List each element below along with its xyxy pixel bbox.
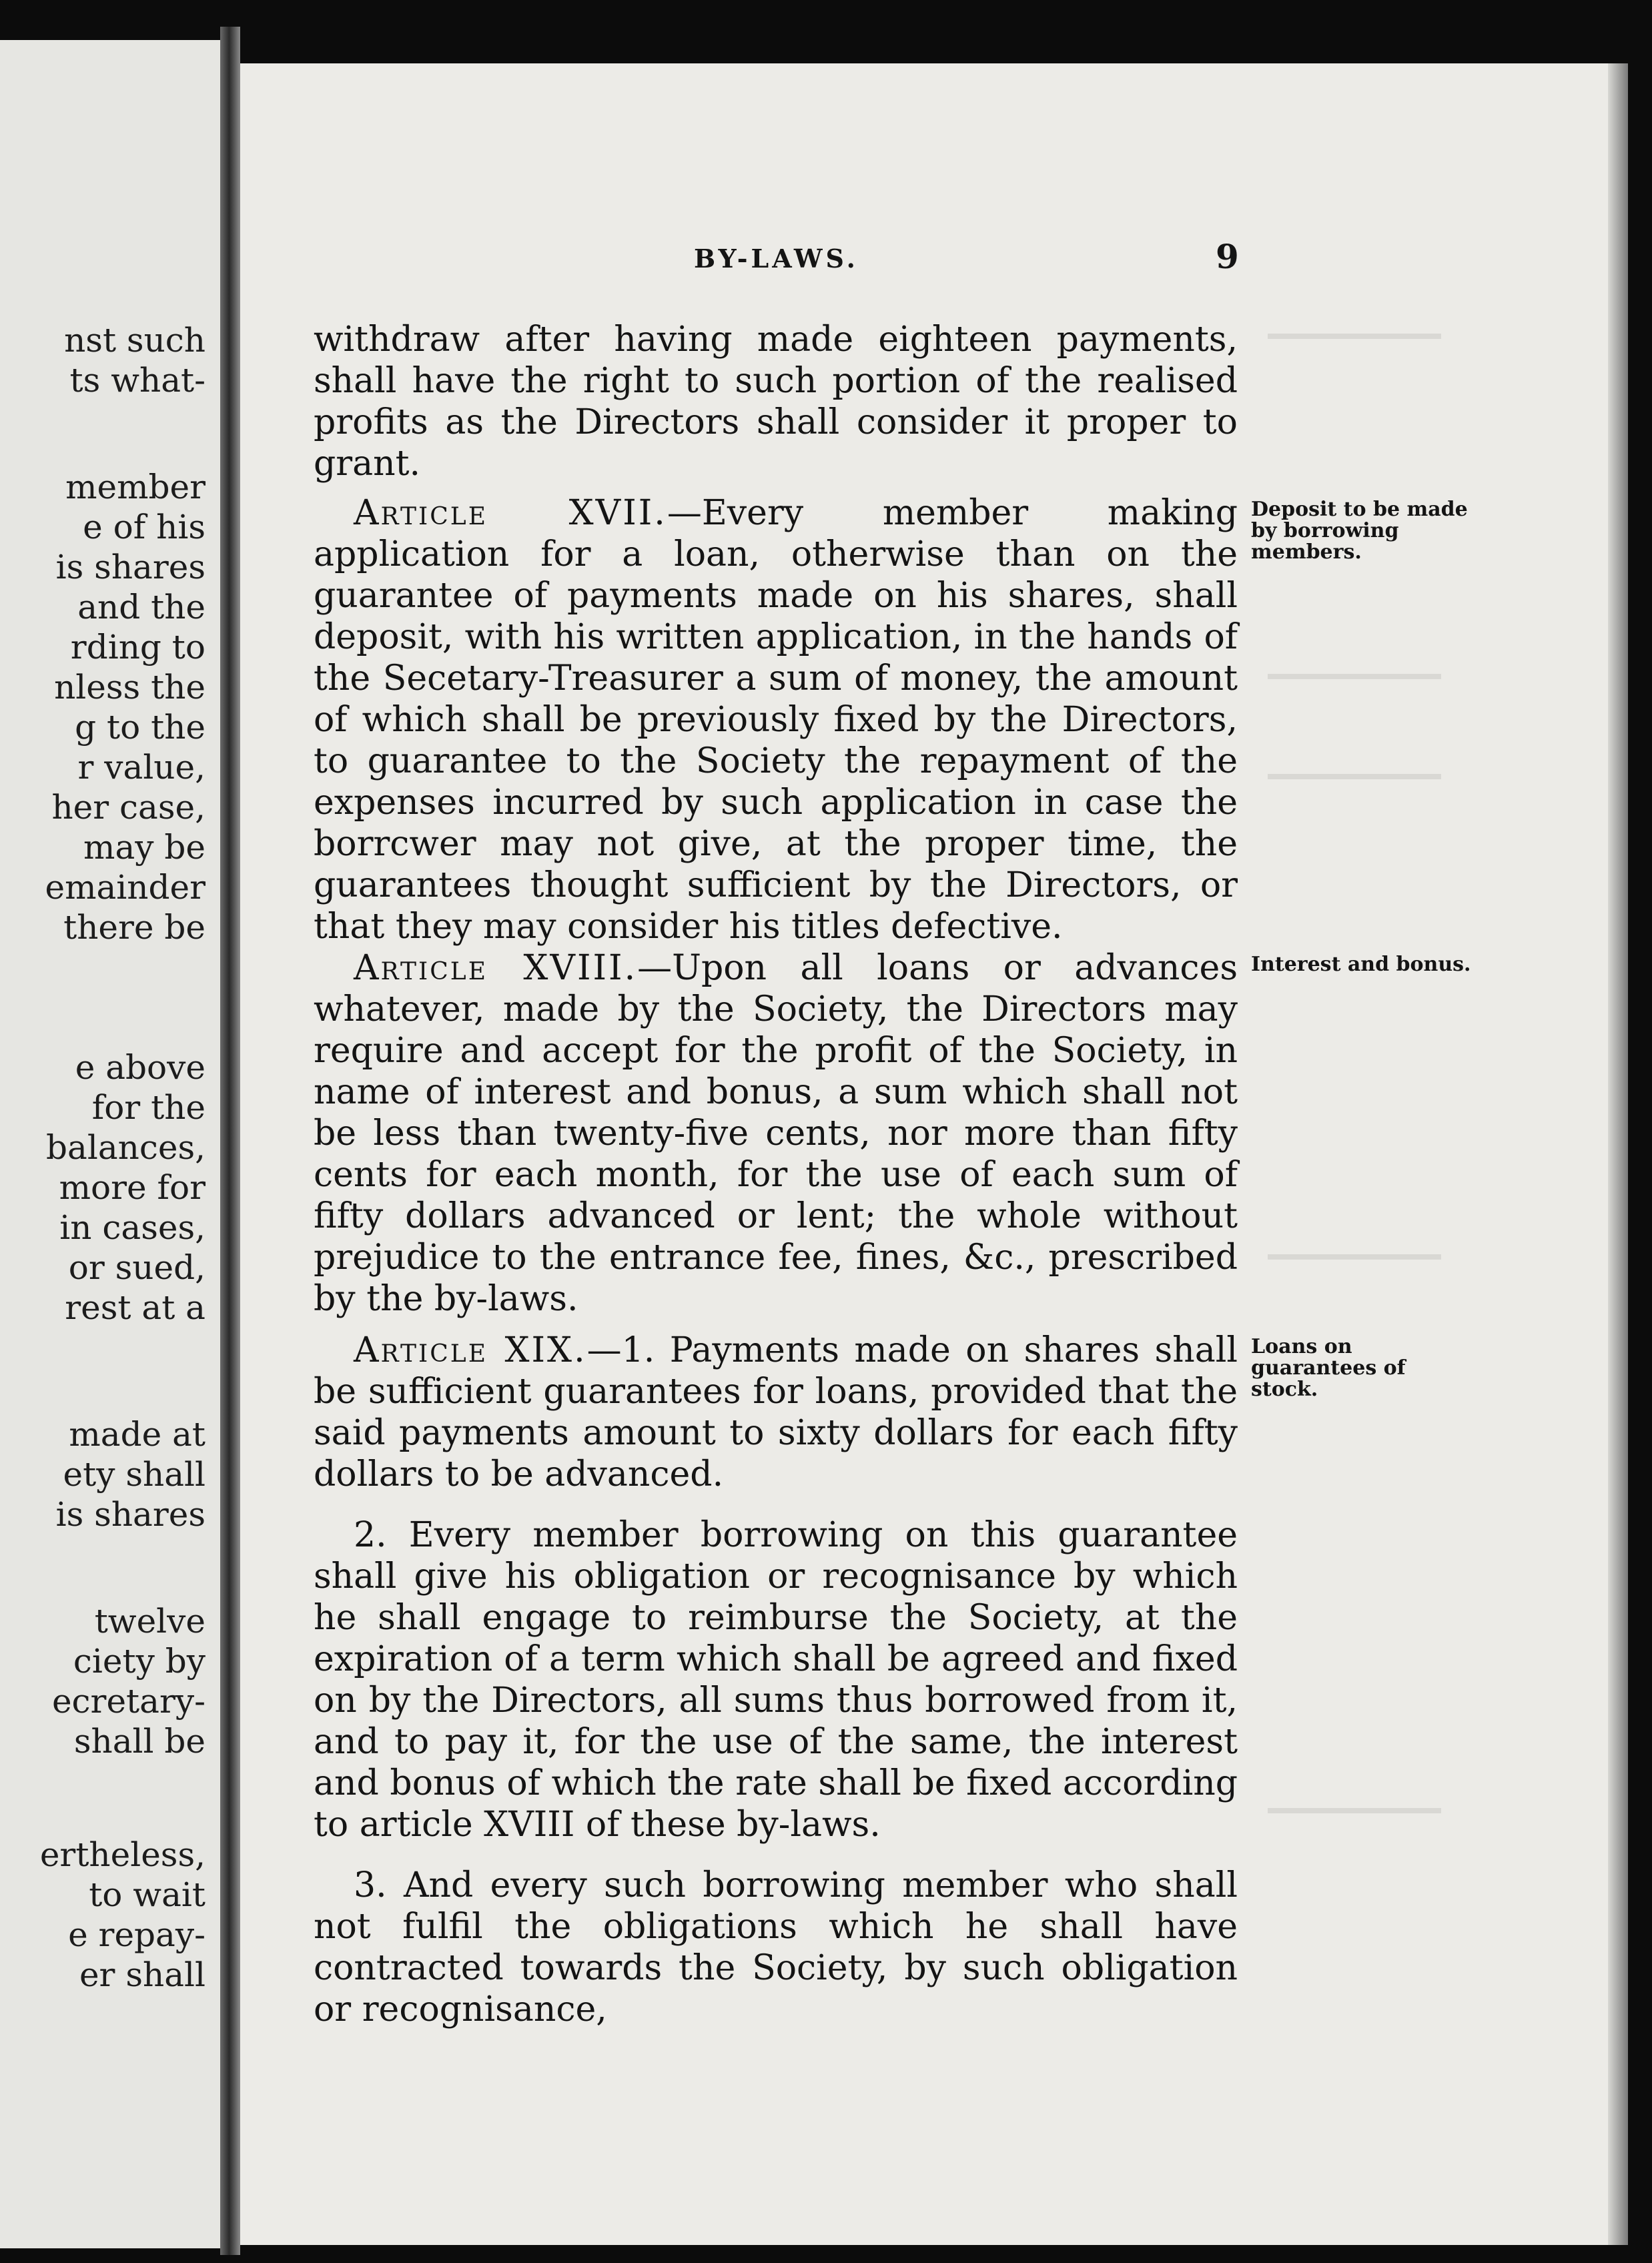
- left-page-line: for the: [91, 1088, 205, 1127]
- margin-note-interest: Interest and bonus.: [1251, 953, 1471, 976]
- left-page-line: er shall: [79, 1955, 205, 1994]
- left-page-line: made at: [69, 1415, 205, 1454]
- paragraph-2: 2. Every member borrowing on this guarantee shall give his obligation or recognisance by which he shall engage to reimburse the Society, at the expiration of a term which shall be agreed and fixed on by the Directors, all sums thus borrowed from it, and to pay it, for the use of the same, the interest and bonus of which the rate shall be fixed according to article XVIII of these by-laws.: [314, 1515, 1238, 1845]
- left-page-line: balances,: [46, 1128, 205, 1167]
- left-page-line: rding to: [70, 628, 205, 666]
- book-gutter: [220, 27, 240, 2255]
- left-page-line: r value,: [77, 748, 205, 787]
- article-18-text: —Upon all loans or advances whatever, made by the Society, the Directors may require and accept for the profit of the Society, in name of interest and bonus, a sum which shall not be less than twenty-five cents, nor more than fifty cents for each month, for the use of each sum of fifty dollars advanced or lent; the whole without prejudice to the entrance fee, fines, &c., prescribed by the by-laws.: [314, 948, 1238, 1319]
- left-page-line: e repay-: [68, 1915, 205, 1954]
- left-page-line: or sued,: [68, 1248, 205, 1287]
- left-page-line: shall be: [73, 1722, 205, 1761]
- left-page-line: is shares: [55, 548, 205, 586]
- left-page-line: there be: [63, 908, 205, 947]
- left-page-line: in cases,: [59, 1208, 205, 1247]
- left-page-line: e above: [75, 1048, 205, 1087]
- bleed-through-mark: [1268, 334, 1441, 339]
- left-page-line: emainder: [45, 868, 205, 907]
- article-19-text: —1. Payments made on shares shall be sufficient guarantees for loans, provided that the said payments amount to sixty dollars for each fifty dollars to be advanced.: [314, 1330, 1238, 1494]
- article-18-paragraph: [314, 947, 1238, 1320]
- left-page-line: and the: [77, 588, 205, 626]
- left-page-line: ertheless,: [39, 1835, 205, 1874]
- left-page-line: is shares: [55, 1495, 205, 1534]
- article-17-text: —Every member making application for a loan, otherwise than on the guarantee of payments made on his shares, shall deposit, with his written application, in the hands of the Secetary-Treasurer a sum of money, the amount of which shall be previously fixed by the Directors, to guarantee to the Society the repayment of the expenses incurred by such application in case the borrcwer may not give, at the proper time, the guarantees thought sufficient by the Directors, or that they may consider his titles defective.: [314, 493, 1238, 947]
- running-title: BY-LAWS.: [694, 244, 859, 274]
- left-page-line: member: [65, 468, 205, 506]
- left-page-line: may be: [83, 828, 205, 867]
- paragraph-3: 3. And every such borrowing member who shall not fulfil the obligations which he shall have contracted towards the Society, by such obligation or recognisance,: [314, 1865, 1238, 2029]
- page-edge: [1608, 63, 1628, 2245]
- article-19-heading: Article XIX.: [354, 1330, 587, 1370]
- intro-paragraph: withdraw after having made eighteen payments, shall have the right to such portion of the realised profits as the Directors shall consider it proper to grant.: [314, 320, 1238, 484]
- left-page-line: more for: [59, 1168, 205, 1207]
- left-page-line: her case,: [51, 788, 205, 827]
- bleed-through-mark: [1268, 674, 1441, 679]
- margin-note-deposit: Deposit to be made by borrowing members.: [1251, 498, 1468, 564]
- bleed-through-mark: [1268, 1808, 1441, 1813]
- left-page-line: ecretary-: [51, 1682, 205, 1721]
- left-page-line: ciety by: [73, 1642, 205, 1681]
- margin-note-loans: Loans on guarantees of stock.: [1251, 1335, 1406, 1401]
- left-page-line: nless the: [54, 668, 205, 707]
- article-19-paragraph: [314, 1330, 1238, 1495]
- article-17-heading: Article XVII.: [354, 493, 667, 533]
- bleed-through-mark: [1268, 1254, 1441, 1260]
- facing-page-left: [0, 40, 220, 2248]
- page-number: 9: [1216, 237, 1239, 276]
- article-18-heading: Article XVIII.: [354, 948, 638, 988]
- left-page-line: ety shall: [63, 1455, 205, 1494]
- left-page-line: twelve: [94, 1602, 205, 1641]
- left-page-line: e of his: [83, 508, 205, 546]
- left-page-line: to wait: [89, 1875, 205, 1914]
- left-page-line: nst such: [64, 321, 205, 360]
- bleed-through-mark: [1268, 774, 1441, 779]
- left-page-line: rest at a: [65, 1288, 205, 1327]
- left-page-line: g to the: [75, 708, 205, 747]
- article-17-paragraph: [314, 492, 1238, 947]
- left-page-line: ts what-: [69, 361, 205, 400]
